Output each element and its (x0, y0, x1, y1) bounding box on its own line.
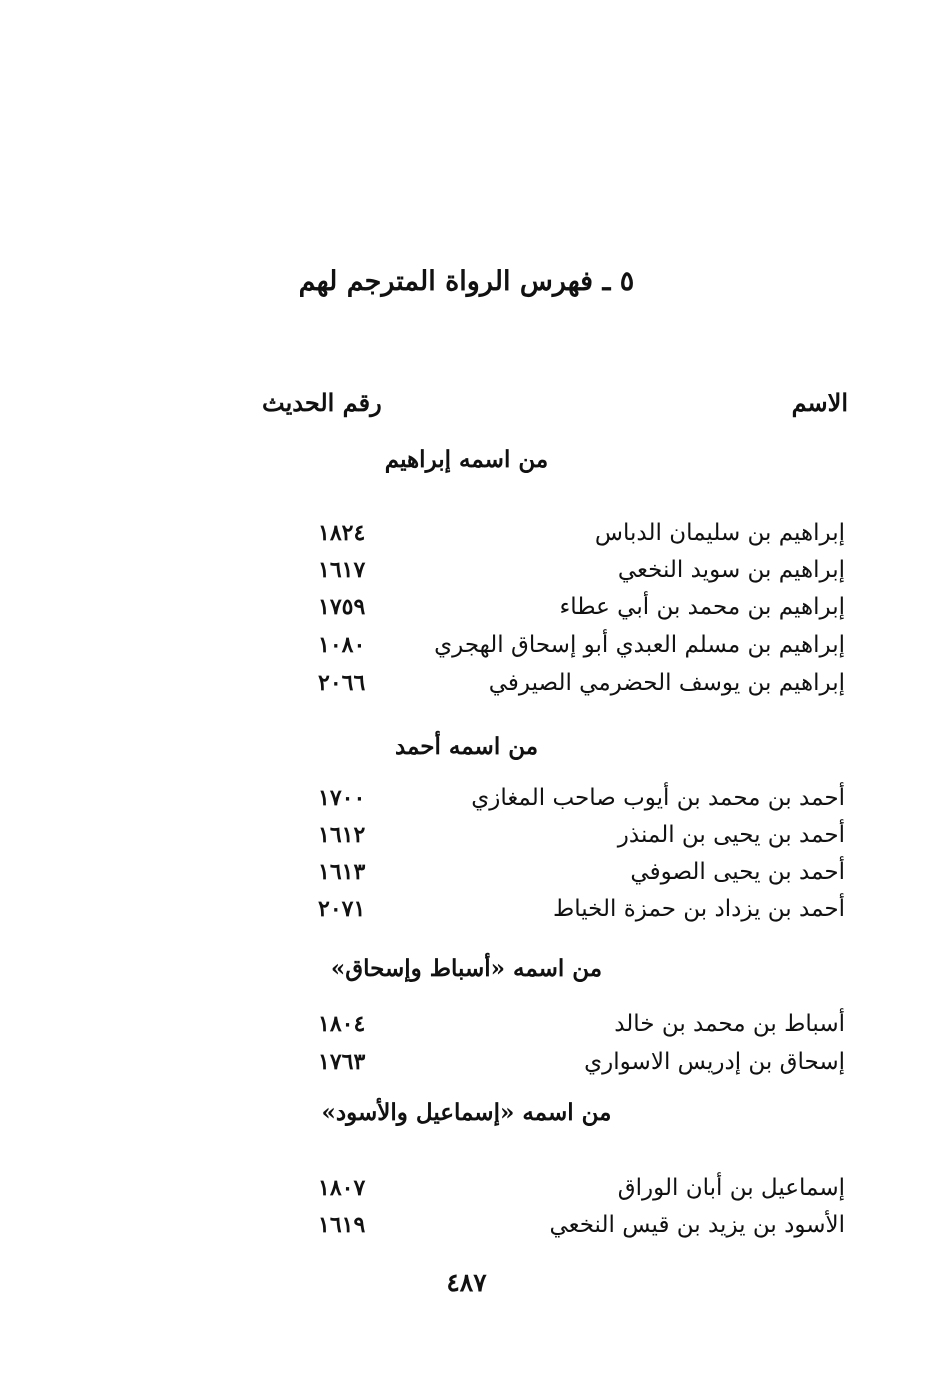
list-item (0, 670, 933, 704)
narrator-name: أحمد بن يزداد بن حمزة الخياط (552, 896, 845, 922)
hadith-number: ١٧٠٠ (318, 785, 366, 811)
list-item (0, 822, 933, 856)
hadith-number: ١٦١٢ (318, 822, 366, 848)
hadith-number: ٢٠٧١ (318, 896, 366, 922)
section-heading: من اسمه «إسماعيل والأسود» (321, 1099, 612, 1126)
column-header-number: رقم الحديث (262, 388, 382, 417)
list-item (0, 557, 933, 591)
page-title: ٥ ـ فهرس الرواة المترجم لهم (298, 266, 635, 297)
narrator-name: أحمد بن يحيى الصوفي (630, 859, 845, 885)
narrator-name: الأسود بن يزيد بن قيس النخعي (549, 1212, 845, 1238)
narrator-name: أحمد بن يحيى بن المنذر (617, 822, 845, 848)
narrator-name: إسحاق بن إدريس الاسواري (584, 1049, 845, 1075)
hadith-number: ٢٠٦٦ (318, 670, 366, 696)
narrator-name: إبراهيم بن يوسف الحضرمي الصيرفي (488, 670, 845, 696)
narrator-name: إبراهيم بن مسلم العبدي أبو إسحاق الهجري (434, 632, 845, 658)
narrator-name: إسماعيل بن أبان الوراق (617, 1175, 845, 1201)
narrator-name: إبراهيم بن محمد بن أبي عطاء (559, 594, 845, 620)
narrator-name: إبراهيم بن سليمان الدباس (594, 520, 845, 546)
column-header-name: الاسم (791, 388, 848, 417)
hadith-number: ١٦١٩ (318, 1212, 366, 1238)
list-item (0, 594, 933, 628)
section-heading: من اسمه «أسباط وإسحاق» (330, 955, 603, 982)
hadith-number: ١٨٠٧ (318, 1175, 366, 1201)
hadith-number: ١٠٨٠ (318, 632, 366, 658)
hadith-number: ١٦١٣ (318, 859, 366, 885)
list-item (0, 1175, 933, 1209)
narrator-name: أسباط بن محمد بن خالد (614, 1011, 845, 1037)
narrator-name: إبراهيم بن سويد النخعي (617, 557, 845, 583)
section-heading: من اسمه أحمد (394, 733, 539, 760)
list-item (0, 1011, 933, 1045)
list-item (0, 520, 933, 554)
hadith-number: ١٨٠٤ (318, 1011, 366, 1037)
hadith-number: ١٧٦٣ (318, 1049, 366, 1075)
list-item (0, 1049, 933, 1083)
hadith-number: ١٧٥٩ (318, 594, 366, 620)
hadith-number: ١٦١٧ (318, 557, 366, 583)
list-item (0, 785, 933, 819)
list-item (0, 859, 933, 893)
narrator-name: أحمد بن محمد بن أيوب صاحب المغازي (471, 785, 845, 811)
list-item (0, 1212, 933, 1246)
section-heading: من اسمه إبراهيم (384, 446, 549, 473)
list-item (0, 632, 933, 666)
hadith-number: ١٨٢٤ (318, 520, 366, 546)
list-item (0, 896, 933, 930)
page-number: ٤٨٧ (446, 1268, 487, 1297)
